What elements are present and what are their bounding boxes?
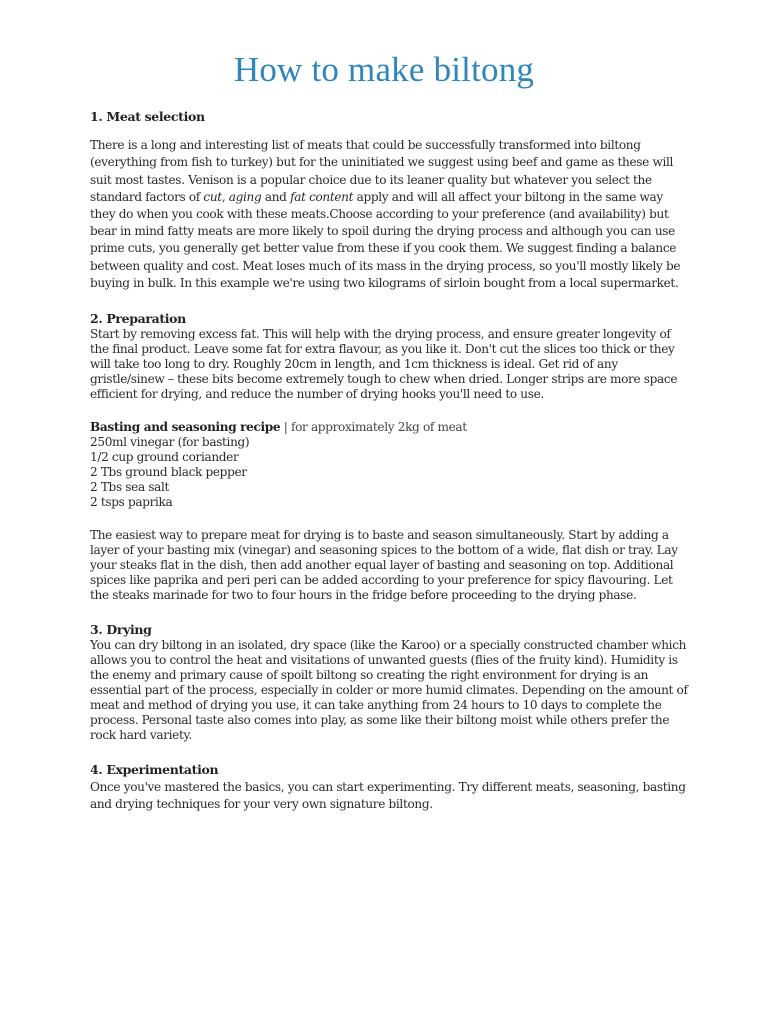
section-heading-meat-selection: 1. Meat selection [90, 109, 205, 124]
page-title: How to make biltong [233, 50, 535, 89]
ingredient-item: 2 Tbs sea salt [90, 480, 170, 495]
section-heading-preparation: 2. Preparation [90, 311, 186, 327]
recipe-heading-line [90, 420, 690, 435]
ingredient-item: 2 tsps paprika [90, 495, 173, 510]
meat-selection-emphasis-cut-aging: cut, aging [203, 189, 262, 204]
paragraph-drying: You can dry biltong in an isolated, dry space (like the Karoo) or a specially constructed chamber which allows you to control the heat and visitations of unwanted guests (flies of the fruity kind). Humidity is the enemy and primary cause of spoilt biltong so creating the right environment for drying is an essential part of the process, especially in colder or more humid climates. Depending on the amount of meat and method of drying you use, it can take anything from 24 hours to 10 days to complete the process. Personal taste also comes into play, as some like their biltong moist while others prefer the rock hard variety. [90, 638, 688, 743]
paragraph-preparation: Start by removing excess fat. This will help with the drying process, and ensure greater longevity of the final product. Leave some fat for extra flavour, as you like it. Don't cut the slices too thick or they will take too long to dry. Roughly 20cm in length, and 1cm thickness is ideal. Get rid of any gristle/sinew – these bits become extremely tough to chew when dried. Longer strips are more space efficient for drying, and reduce the number of drying hooks you'll need to use. [90, 327, 678, 402]
article-body [90, 108, 690, 813]
ingredient-item: 250ml vinegar (for basting) [90, 435, 250, 450]
meat-selection-text-a: There is a long and interesting list of meats that could be successfully transformed into biltong (everything from fish to turkey) but for the uninitiated we suggest using beef and game as these will suit most tastes. Venison is a popular choice due to its leaner quality but whatever you select the standard factors of [90, 138, 674, 204]
section-heading-drying: 3. Drying [90, 622, 152, 638]
meat-selection-text-b: and [261, 189, 291, 204]
ingredient-item: 2 Tbs ground black pepper [90, 465, 247, 480]
meat-selection-emphasis-fat-content: fat content [290, 189, 354, 204]
recipe-heading: Basting and seasoning recipe [90, 420, 281, 435]
ingredient-item: 1/2 cup ground coriander [90, 450, 239, 465]
paragraph-meat-selection [90, 137, 690, 292]
ingredient-list [90, 435, 690, 510]
recipe-heading-suffix: | for approximately 2kg of meat [280, 420, 467, 435]
paragraph-experimentation: Once you've mastered the basics, you can start experimenting. Try different meats, seasoning, basting and drying techniques for your very own signature biltong. [90, 779, 686, 811]
meat-selection-text-c: apply and will all affect your biltong in the same way they do when you cook with these meats.Choose according to your preference (and availability) but bear in mind fatty meats are more likely to spoil during the drying process and although you can use prime cuts, you generally get better value from these if you cook them. We suggest finding a balance between quality and cost. Meat loses much of its mass in the drying process, so you'll mostly likely be buying in bulk. In this example we're using two kilograms of sirloin bought from a local supermarket. [90, 189, 681, 290]
paragraph-recipe-method: The easiest way to prepare meat for drying is to baste and season simultaneously. Start by adding a layer of your basting mix (vinegar) and seasoning spices to the bottom of a wide, flat dish or tray. Lay your steaks flat in the dish, then add another equal layer of basting and seasoning on top. Additional spices like paprika and peri peri can be added according to your preference for spicy flavouring. Let the steaks marinade for two to four hours in the fridge before proceeding to the drying phase. [90, 528, 678, 603]
section-heading-experimentation: 4. Experimentation [90, 762, 219, 778]
